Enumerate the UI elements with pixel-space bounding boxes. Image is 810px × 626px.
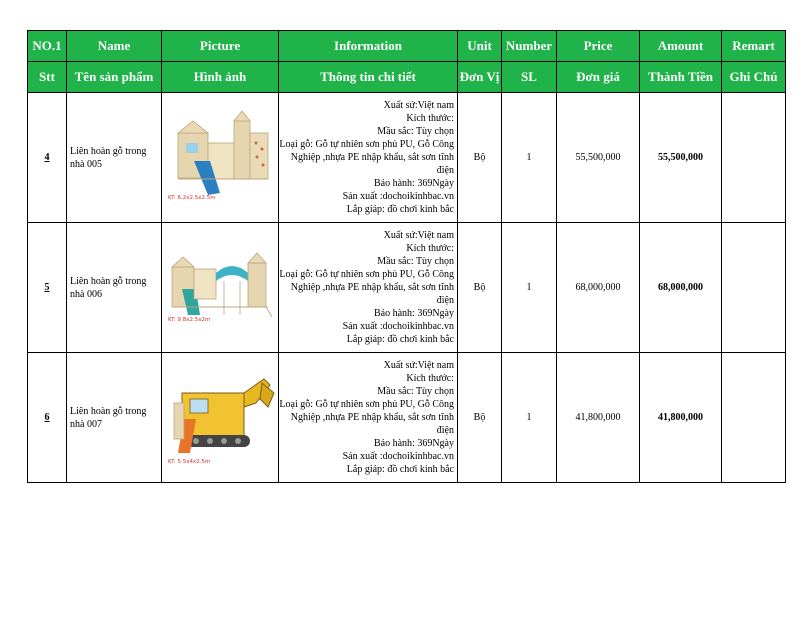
- info-line: Bảo hành: 369Ngày: [374, 438, 454, 449]
- col-amount-header: Amount: [640, 31, 722, 62]
- info-line: Mầu sắc: Tùy chọn: [377, 386, 454, 397]
- header-row-en: [28, 31, 786, 62]
- info-line: Nghiệp ,nhựa PE nhập khẩu, sắt sơn tĩnh: [290, 412, 454, 423]
- info-line: Nghiệp ,nhựa PE nhập khẩu, sắt sơn tĩnh: [290, 282, 454, 293]
- col-don-vi-header: Đơn Vị: [458, 62, 502, 93]
- info-line: điện: [436, 165, 454, 176]
- info-line: Loại gỗ: Gỗ tự nhiên sơn phủ PU, Gỗ Công: [279, 139, 454, 150]
- info-line: Mầu sắc: Tùy chọn: [377, 256, 454, 267]
- product-image-cell: [162, 93, 279, 223]
- table-row: [28, 353, 786, 483]
- col-ghi-chu-header: Ghi Chú: [722, 62, 786, 93]
- col-thanh-tien-header: Thành Tiền: [640, 62, 722, 93]
- product-image: [164, 103, 276, 213]
- product-info: [279, 93, 458, 223]
- remark-cell: [722, 223, 786, 353]
- unit-cell: Bộ: [458, 93, 502, 223]
- info-line: điện: [436, 295, 454, 306]
- row-number: 6: [28, 353, 67, 483]
- image-size-label: KT: 5.5x4x2.5m: [168, 458, 211, 465]
- col-hinh-anh-header: Hình ảnh: [162, 62, 279, 93]
- header-row-vi: [28, 62, 786, 93]
- price-cell: 68,000,000: [557, 223, 640, 353]
- col-sl-header: SL: [502, 62, 557, 93]
- row-number: 5: [28, 223, 67, 353]
- amount-cell: 68,000,000: [640, 223, 722, 353]
- info-line: Xuất sứ:Việt nam: [383, 100, 454, 111]
- info-line: Mầu sắc: Tùy chọn: [377, 126, 454, 137]
- unit-cell: Bộ: [458, 223, 502, 353]
- remark-cell: [722, 93, 786, 223]
- info-line: Loại gỗ: Gỗ tự nhiên sơn phủ PU, Gỗ Công: [279, 399, 454, 410]
- info-line: Sản xuất :dochoikinhbac.vn: [342, 451, 454, 462]
- info-line: Kích thước:: [406, 373, 454, 384]
- amount-cell: 55,500,000: [640, 93, 722, 223]
- col-unit-header: Unit: [458, 31, 502, 62]
- col-price-header: Price: [557, 31, 640, 62]
- info-line: điện: [436, 425, 454, 436]
- table-row: [28, 93, 786, 223]
- product-name: Liên hoàn gỗ trong nhà 006: [67, 223, 162, 353]
- row-number: 4: [28, 93, 67, 223]
- product-image: [164, 363, 276, 473]
- remark-cell: [722, 353, 786, 483]
- col-ten-san-pham-header: Tên sản phẩm: [67, 62, 162, 93]
- unit-cell: Bộ: [458, 353, 502, 483]
- image-size-label: KT: 9.8x2.5x2m: [168, 316, 211, 323]
- col-number-header: Number: [502, 31, 557, 62]
- product-image-cell: [162, 353, 279, 483]
- info-line: Lắp giáp: đồ chơi kinh bắc: [346, 334, 454, 345]
- info-line: Sản xuất :dochoikinhbac.vn: [342, 321, 454, 332]
- info-line: Lắp giáp: đồ chơi kinh bắc: [346, 204, 454, 215]
- info-line: Loại gỗ: Gỗ tự nhiên sơn phủ PU, Gỗ Công: [279, 269, 454, 280]
- info-line: Sản xuất :dochoikinhbac.vn: [342, 191, 454, 202]
- col-picture-header: Picture: [162, 31, 279, 62]
- info-line: Bảo hành: 369Ngày: [374, 308, 454, 319]
- info-line: Bảo hành: 369Ngày: [374, 178, 454, 189]
- image-size-label: KT: 6.2x2.5x2.5m: [168, 194, 216, 201]
- info-line: Nghiệp ,nhựa PE nhập khẩu, sắt sơn tĩnh: [290, 152, 454, 163]
- col-no-header: NO.1: [28, 31, 67, 62]
- quantity-cell: 1: [502, 353, 557, 483]
- product-table: [27, 30, 786, 483]
- product-name: Liên hoàn gỗ trong nhà 005: [67, 93, 162, 223]
- amount-cell: 41,800,000: [640, 353, 722, 483]
- info-line: Kích thước:: [406, 243, 454, 254]
- product-image-cell: [162, 223, 279, 353]
- col-stt-header: Stt: [28, 62, 67, 93]
- col-information-header: Information: [279, 31, 458, 62]
- info-line: Lắp giáp: đồ chơi kinh bắc: [346, 464, 454, 475]
- product-info: [279, 353, 458, 483]
- col-don-gia-header: Đơn giá: [557, 62, 640, 93]
- price-cell: 41,800,000: [557, 353, 640, 483]
- col-remark-header: Remart: [722, 31, 786, 62]
- col-name-header: Name: [67, 31, 162, 62]
- info-line: Xuất sứ:Việt nam: [383, 230, 454, 241]
- product-name: Liên hoàn gỗ trong nhà 007: [67, 353, 162, 483]
- col-thong-tin-header: Thông tin chi tiết: [279, 62, 458, 93]
- product-info: [279, 223, 458, 353]
- quantity-cell: 1: [502, 223, 557, 353]
- info-line: Kích thước:: [406, 113, 454, 124]
- price-cell: 55,500,000: [557, 93, 640, 223]
- product-image: [164, 233, 276, 343]
- info-line: Xuất sứ:Việt nam: [383, 360, 454, 371]
- table-row: [28, 223, 786, 353]
- quantity-cell: 1: [502, 93, 557, 223]
